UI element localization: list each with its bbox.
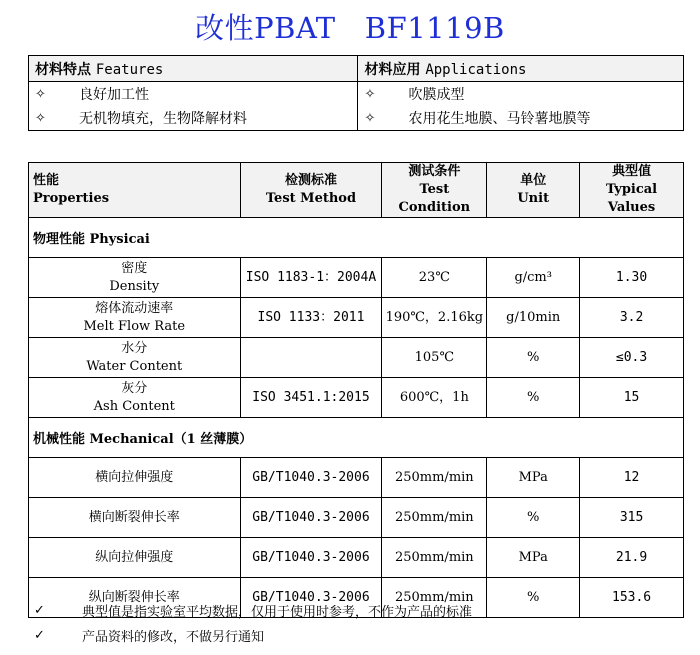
section-mechanical: 机械性能 Mechanical（1 丝薄膜） (29, 418, 684, 458)
notes (34, 598, 472, 648)
bullet-icon: ✧ (35, 86, 46, 102)
features-header: 材料特点 Features (29, 56, 358, 82)
table-row: 水分 Water Content 105℃ % ≤0.3 (29, 338, 684, 378)
bullet-icon: ✧ (364, 110, 376, 126)
col-header-value: 典型值 Typical Values (580, 163, 684, 218)
check-icon: ✓ (34, 603, 45, 618)
col-header-method: 检测标准 Test Method (240, 163, 382, 218)
section-physical: 物理性能 Physicai (29, 218, 684, 258)
table-row: 纵向拉伸强度 GB/T1040.3-2006 250mm/min MPa 21.9 (29, 538, 684, 578)
check-icon: ✓ (34, 628, 45, 643)
col-header-unit: 单位 Unit (487, 163, 580, 218)
table-row: 熔体流动速率 Melt Flow Rate ISO 1133：2011 190℃，2.16kg g/10min 3.2 (29, 298, 684, 338)
table-row: 密度 Density ISO 1183-1：2004A 23℃ g/cm³ 1.30 (29, 258, 684, 298)
features-applications-table (28, 55, 684, 131)
table-header-row (29, 163, 684, 218)
list-item: ✧ 吹膜成型 (364, 86, 465, 103)
bullet-icon: ✧ (35, 110, 46, 126)
properties-table (28, 162, 684, 618)
note-item: ✓ 典型值是指实验室平均数据，仅用于使用时参考，不作为产品的标准 (34, 603, 473, 620)
list-item: ✧ 无机物填充，生物降解材料 (35, 110, 247, 127)
list-item: ✧ 农用花生地膜、马铃薯地膜等 (364, 110, 591, 127)
col-header-condition: 测试条件 Test Condition (382, 163, 487, 218)
note-item: ✓ 产品资料的修改，不做另行通知 (34, 628, 265, 645)
table-row: 灰分 Ash Content ISO 3451.1:2015 600℃，1h % 15 (29, 378, 684, 418)
list-item: ✧ 良好加工性 (35, 86, 149, 103)
features-list (29, 82, 358, 131)
applications-header: 材料应用 Applications (358, 56, 684, 82)
document-title: 改性PBAT BF1119B (195, 11, 505, 45)
table-row: 纵向断裂伸长率 GB/T1040.3-2006 250mm/min % 153.6 (29, 578, 684, 618)
table-row: 横向断裂伸长率 GB/T1040.3-2006 250mm/min % 315 (29, 498, 684, 538)
applications-list (358, 82, 684, 131)
table-row: 横向拉伸强度 GB/T1040.3-2006 250mm/min MPa 12 (29, 458, 684, 498)
bullet-icon: ✧ (364, 86, 376, 102)
col-header-property: 性能 Properties (29, 163, 241, 218)
